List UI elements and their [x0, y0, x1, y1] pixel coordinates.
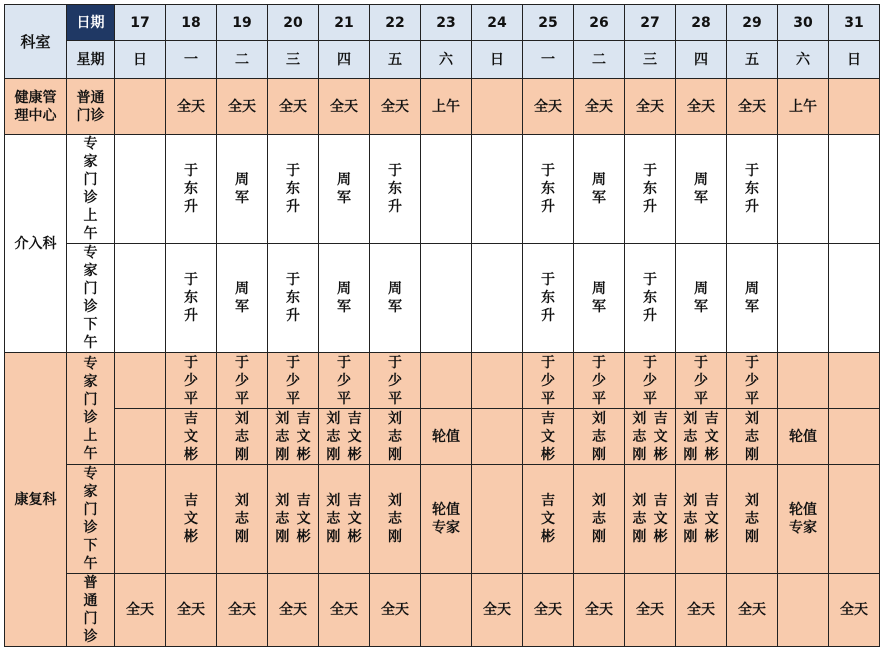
- doctor-cell: [625, 353, 676, 409]
- doctor-cell: [472, 353, 523, 409]
- doctor-name: 于少平: [235, 354, 249, 407]
- doctor-cell: [727, 135, 778, 244]
- date-cell: [625, 5, 676, 41]
- dept-name: 健康管理中心: [14, 89, 57, 124]
- weekday-cell: [115, 41, 166, 79]
- doctor-cell: [421, 244, 472, 353]
- doctor-cell: [676, 353, 727, 409]
- shift-cell: [574, 79, 625, 135]
- doctor-name: 于东升: [286, 163, 300, 215]
- shift-cell: [778, 79, 829, 135]
- weekday-value: 日: [133, 51, 147, 68]
- doctor-cell: [829, 465, 880, 574]
- doctor-name: 吉文彬: [704, 493, 719, 545]
- doctor-pair: [268, 492, 318, 546]
- date-value: 18: [181, 14, 201, 31]
- schedule-table: [4, 4, 880, 647]
- weekday-cell: [523, 41, 574, 79]
- shift-cell: [370, 79, 421, 135]
- weekday-cell: [727, 41, 778, 79]
- doctor-name: 吉文彬: [653, 493, 668, 545]
- date-value: 29: [742, 14, 762, 31]
- doctor-pair: [676, 410, 726, 464]
- weekday-cell: [574, 41, 625, 79]
- dept-jiankang: [5, 79, 67, 135]
- doctor-name: 于少平: [694, 354, 708, 407]
- doctor-cell: [778, 409, 829, 465]
- shift-value: 全天: [381, 98, 409, 115]
- shift-value: 全天: [585, 602, 613, 618]
- row-label-expert-am: [67, 135, 115, 244]
- shift-cell: [319, 574, 370, 647]
- doctor-name: 吉文彬: [541, 493, 555, 545]
- doctor-cell: [472, 409, 523, 465]
- shift-value: 全天: [738, 98, 766, 115]
- doctor-cell: [523, 135, 574, 244]
- doctor-cell: [625, 409, 676, 465]
- doctor-cell: [727, 353, 778, 409]
- doctor-name: 刘志刚: [683, 493, 698, 545]
- weekday-cell: [472, 41, 523, 79]
- row-label: 普通门诊: [83, 575, 98, 645]
- date-value: 23: [436, 14, 456, 31]
- weekday-cell: [829, 41, 880, 79]
- shift-cell: [472, 574, 523, 647]
- doctor-cell: [421, 353, 472, 409]
- shift-cell: [166, 79, 217, 135]
- shift-value: 全天: [228, 602, 256, 618]
- shift-cell: [421, 79, 472, 135]
- doctor-name: 于少平: [184, 354, 198, 407]
- doctor-name: 刘志刚: [388, 493, 402, 545]
- doctor-name: 刘志刚: [235, 493, 249, 545]
- shift-value: 全天: [534, 98, 562, 115]
- shift-value: 全天: [279, 98, 307, 115]
- date-cell: [727, 5, 778, 41]
- row-label: 专家门诊下午: [83, 466, 98, 572]
- doctor-cell: [574, 244, 625, 353]
- doctor-pair: [625, 492, 675, 546]
- doctor-name: 刘志刚: [632, 410, 647, 463]
- date-value: 30: [793, 14, 813, 31]
- doctor-name: 刘志刚: [326, 493, 341, 545]
- shift-value: 全天: [177, 602, 205, 618]
- row-label: 专家门诊上午: [83, 355, 98, 462]
- doctor-cell: [166, 244, 217, 353]
- shift-value: 全天: [330, 98, 358, 115]
- shift-cell: [268, 79, 319, 135]
- weekday-value: 二: [592, 51, 606, 68]
- doctor-cell: [829, 244, 880, 353]
- date-value: 25: [538, 14, 558, 31]
- row-label: 专家门诊上午: [83, 136, 98, 242]
- doctor-cell: [778, 465, 829, 574]
- doctor-cell: [523, 409, 574, 465]
- doctor-cell: [472, 465, 523, 574]
- doctor-cell: [268, 135, 319, 244]
- doctor-cell: [217, 353, 268, 409]
- row-label: 普通门诊: [76, 89, 105, 124]
- doctor-cell: [829, 353, 880, 409]
- doctor-cell: [268, 409, 319, 465]
- date-cell: [472, 5, 523, 41]
- doctor-name: 刘志刚: [326, 410, 341, 463]
- shift-value: 上午: [432, 98, 460, 115]
- shift-value: 全天: [636, 602, 664, 618]
- dept-jieru: [5, 135, 67, 353]
- shift-value: 全天: [687, 602, 715, 618]
- doctor-cell: [829, 409, 880, 465]
- doctor-name: 吉文彬: [184, 410, 198, 463]
- weekday-value: 三: [286, 51, 300, 68]
- doctor-cell: [421, 409, 472, 465]
- doctor-cell: [217, 244, 268, 353]
- shift-value: 全天: [279, 602, 307, 618]
- doctor-name: 刘志刚: [745, 410, 759, 463]
- doctor-cell: [370, 244, 421, 353]
- weekday-cell: [166, 41, 217, 79]
- doctor-name: 刘志刚: [683, 410, 698, 463]
- doctor-name: 周军: [337, 172, 351, 206]
- date-label: 日期: [76, 14, 105, 31]
- weekday-cell: [421, 41, 472, 79]
- doctor-cell: [523, 353, 574, 409]
- doctor-cell: [523, 465, 574, 574]
- doctor-cell: [778, 244, 829, 353]
- shift-value: 全天: [585, 98, 613, 115]
- row-label-general: [67, 79, 115, 135]
- doctor-cell: [166, 465, 217, 574]
- shift-cell: [472, 79, 523, 135]
- weekday-cell: [319, 41, 370, 79]
- shift-cell: [115, 574, 166, 647]
- doctor-cell: [115, 135, 166, 244]
- doctor-cell: [727, 465, 778, 574]
- weekday-value: 四: [337, 51, 351, 68]
- doctor-name: 周军: [388, 281, 402, 315]
- weekday-value: 一: [184, 51, 198, 68]
- shift-cell: [829, 79, 880, 135]
- doctor-name: 轮值专家: [789, 502, 817, 536]
- weekday-value: 五: [388, 51, 402, 68]
- weekday-value: 二: [235, 51, 249, 68]
- doctor-name: 于少平: [286, 354, 300, 407]
- doctor-cell: [370, 465, 421, 574]
- doctor-name: 周军: [592, 281, 606, 315]
- date-label-cell: [67, 5, 115, 41]
- weekday-value: 六: [796, 51, 810, 68]
- shift-cell: [217, 574, 268, 647]
- doctor-cell: [523, 244, 574, 353]
- doctor-name: 吉文彬: [653, 410, 668, 463]
- doctor-cell: [115, 409, 166, 465]
- doctor-pair: [319, 492, 369, 546]
- doctor-cell: [370, 409, 421, 465]
- weekday-value: 三: [643, 51, 657, 68]
- doctor-cell: [625, 244, 676, 353]
- shift-cell: [268, 574, 319, 647]
- doctor-name: 周军: [235, 172, 249, 206]
- weekday-value: 四: [694, 51, 708, 68]
- doctor-cell: [268, 244, 319, 353]
- date-cell: [829, 5, 880, 41]
- doctor-pair: [676, 492, 726, 546]
- doctor-cell: [625, 465, 676, 574]
- doctor-cell: [115, 244, 166, 353]
- doctor-cell: [370, 135, 421, 244]
- doctor-name: 吉文彬: [296, 493, 311, 545]
- shift-value: 全天: [738, 602, 766, 618]
- doctor-name: 刘志刚: [235, 410, 249, 463]
- doctor-cell: [574, 409, 625, 465]
- row-label-expert-am: [67, 353, 115, 465]
- doctor-cell: [115, 465, 166, 574]
- doctor-cell: [574, 135, 625, 244]
- doctor-cell: [676, 135, 727, 244]
- doctor-name: 于少平: [592, 354, 606, 407]
- shift-value: 全天: [483, 602, 511, 618]
- date-value: 31: [844, 14, 864, 31]
- doctor-name: 刘志刚: [745, 493, 759, 545]
- shift-cell: [625, 574, 676, 647]
- doctor-name: 周军: [745, 281, 759, 315]
- shift-cell: [676, 574, 727, 647]
- date-cell: [217, 5, 268, 41]
- shift-cell: [727, 574, 778, 647]
- shift-value: 全天: [330, 602, 358, 618]
- shift-cell: [625, 79, 676, 135]
- doctor-name: 吉文彬: [541, 410, 555, 463]
- doctor-name: 于少平: [337, 354, 351, 407]
- date-cell: [574, 5, 625, 41]
- date-cell: [778, 5, 829, 41]
- doctor-name: 吉文彬: [184, 493, 198, 545]
- date-cell: [676, 5, 727, 41]
- doctor-cell: [676, 244, 727, 353]
- doctor-name: 吉文彬: [347, 493, 362, 545]
- date-cell: [319, 5, 370, 41]
- shift-value: 全天: [687, 98, 715, 115]
- doctor-pair: [268, 410, 318, 464]
- row-label: 专家门诊下午: [83, 245, 98, 351]
- row-label-expert-pm: [67, 244, 115, 353]
- doctor-cell: [727, 409, 778, 465]
- shift-value: 全天: [636, 98, 664, 115]
- doctor-cell: [421, 465, 472, 574]
- date-value: 19: [232, 14, 252, 31]
- date-cell: [421, 5, 472, 41]
- doctor-name: 于东升: [643, 163, 657, 215]
- doctor-pair: [319, 410, 369, 464]
- shift-cell: [115, 79, 166, 135]
- doctor-cell: [166, 353, 217, 409]
- doctor-cell: [829, 135, 880, 244]
- doctor-name: 周军: [694, 172, 708, 206]
- doctor-name: 周军: [235, 281, 249, 315]
- weekday-value: 六: [439, 51, 453, 68]
- doctor-name: 于东升: [643, 272, 657, 324]
- doctor-cell: [319, 353, 370, 409]
- doctor-pair: [625, 410, 675, 464]
- doctor-cell: [778, 353, 829, 409]
- weekday-cell: [676, 41, 727, 79]
- shift-cell: [676, 79, 727, 135]
- date-cell: [370, 5, 421, 41]
- doctor-name: 于少平: [388, 354, 402, 407]
- shift-cell: [778, 574, 829, 647]
- weekday-cell: [268, 41, 319, 79]
- dept-header-label: 科室: [20, 32, 51, 51]
- shift-value: 全天: [177, 98, 205, 115]
- doctor-name: 于东升: [388, 163, 402, 215]
- doctor-name: 于东升: [184, 163, 198, 215]
- doctor-name: 于少平: [643, 354, 657, 407]
- shift-value: 全天: [126, 602, 154, 618]
- dept-kangfu: [5, 353, 67, 647]
- shift-cell: [523, 574, 574, 647]
- weekday-cell: [370, 41, 421, 79]
- doctor-name: 吉文彬: [347, 410, 362, 463]
- doctor-cell: [268, 465, 319, 574]
- date-value: 21: [334, 14, 354, 31]
- doctor-name: 吉文彬: [704, 410, 719, 463]
- doctor-cell: [574, 465, 625, 574]
- doctor-name: 周军: [592, 172, 606, 206]
- doctor-name: 轮值: [789, 428, 817, 445]
- doctor-name: 刘志刚: [592, 493, 606, 545]
- doctor-cell: [778, 135, 829, 244]
- shift-cell: [166, 574, 217, 647]
- doctor-cell: [625, 135, 676, 244]
- doctor-cell: [166, 135, 217, 244]
- shift-cell: [319, 79, 370, 135]
- doctor-name: 于少平: [745, 354, 759, 407]
- date-value: 26: [589, 14, 609, 31]
- doctor-cell: [727, 244, 778, 353]
- shift-cell: [370, 574, 421, 647]
- doctor-cell: [676, 409, 727, 465]
- shift-value: 全天: [534, 602, 562, 618]
- shift-value: 全天: [228, 98, 256, 115]
- date-cell: [115, 5, 166, 41]
- dept-name: 康复科: [14, 491, 57, 508]
- date-cell: [523, 5, 574, 41]
- doctor-cell: [319, 465, 370, 574]
- doctor-name: 于东升: [541, 163, 555, 215]
- doctor-cell: [319, 135, 370, 244]
- doctor-name: 于东升: [745, 163, 759, 215]
- shift-cell: [217, 79, 268, 135]
- doctor-cell: [319, 244, 370, 353]
- doctor-name: 刘志刚: [275, 410, 290, 463]
- doctor-cell: [217, 409, 268, 465]
- doctor-cell: [268, 353, 319, 409]
- shift-value: 上午: [789, 98, 817, 115]
- doctor-name: 周军: [694, 281, 708, 315]
- doctor-name: 吉文彬: [296, 410, 311, 463]
- doctor-cell: [217, 135, 268, 244]
- doctor-cell: [472, 244, 523, 353]
- week-label-cell: [67, 41, 115, 79]
- row-label-expert-pm: [67, 465, 115, 574]
- date-value: 20: [283, 14, 303, 31]
- date-value: 24: [487, 14, 507, 31]
- weekday-cell: [625, 41, 676, 79]
- doctor-cell: [166, 409, 217, 465]
- doctor-cell: [319, 409, 370, 465]
- doctor-cell: [421, 135, 472, 244]
- date-value: 22: [385, 14, 405, 31]
- doctor-name: 于少平: [541, 354, 555, 407]
- weekday-cell: [778, 41, 829, 79]
- shift-cell: [829, 574, 880, 647]
- weekday-value: 五: [745, 51, 759, 68]
- shift-value: 全天: [381, 602, 409, 618]
- doctor-name: 轮值: [432, 428, 460, 445]
- shift-value: 全天: [840, 602, 868, 618]
- shift-cell: [421, 574, 472, 647]
- dept-header: [5, 5, 67, 79]
- doctor-name: 于东升: [541, 272, 555, 324]
- date-value: 27: [640, 14, 660, 31]
- doctor-cell: [472, 135, 523, 244]
- doctor-name: 刘志刚: [388, 410, 402, 463]
- doctor-cell: [115, 353, 166, 409]
- date-value: 17: [130, 14, 150, 31]
- dept-name: 介入科: [14, 235, 57, 252]
- doctor-name: 刘志刚: [592, 410, 606, 463]
- weekday-value: 一: [541, 51, 555, 68]
- shift-cell: [727, 79, 778, 135]
- doctor-name: 于东升: [184, 272, 198, 324]
- shift-cell: [574, 574, 625, 647]
- weekday-value: 日: [490, 51, 504, 68]
- doctor-name: 周军: [337, 281, 351, 315]
- row-label-general: [67, 574, 115, 647]
- doctor-name: 刘志刚: [275, 493, 290, 545]
- doctor-cell: [676, 465, 727, 574]
- doctor-cell: [217, 465, 268, 574]
- shift-cell: [523, 79, 574, 135]
- weekday-value: 日: [847, 51, 861, 68]
- weekday-cell: [217, 41, 268, 79]
- date-value: 28: [691, 14, 711, 31]
- doctor-cell: [574, 353, 625, 409]
- doctor-name: 轮值专家: [432, 502, 460, 536]
- doctor-cell: [370, 353, 421, 409]
- doctor-name: 刘志刚: [632, 493, 647, 545]
- doctor-name: 于东升: [286, 272, 300, 324]
- date-cell: [166, 5, 217, 41]
- date-cell: [268, 5, 319, 41]
- week-label: 星期: [76, 51, 105, 68]
